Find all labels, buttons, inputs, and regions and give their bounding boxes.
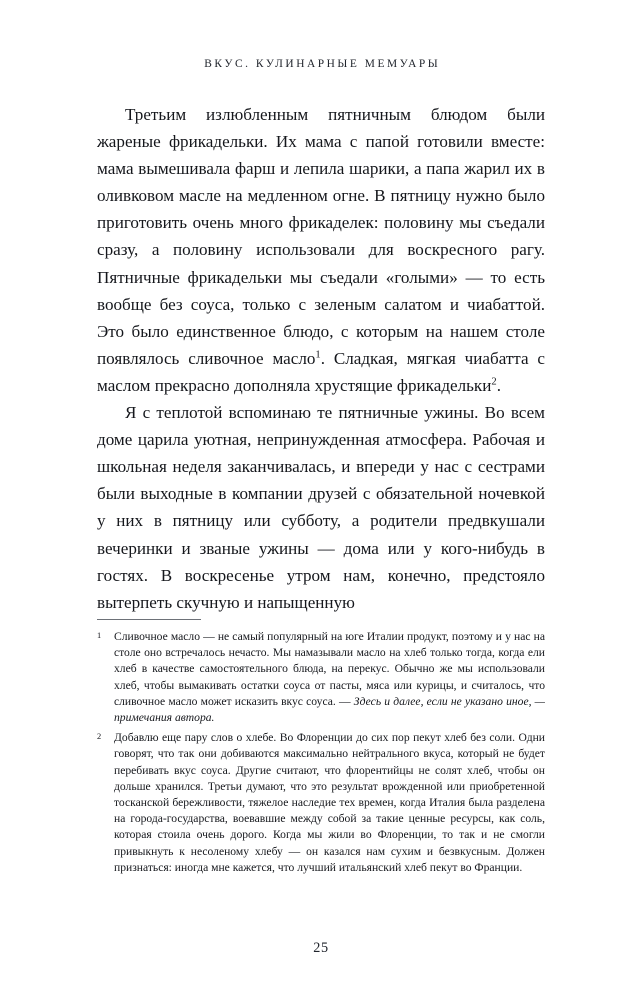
footnote-reference-2[interactable]: 2 <box>491 376 497 388</box>
footnote-1-text: Сливочное масло — не самый популярный на юге Италии продукт, поэтому и у нас на столе оно встречалось нечасто. Мы намазывали масло на хлеб только тогда, когда ели хлеб в качестве самостоятельного блюда, на перекус. Обычно же мы использовали хлеб, чтобы вымакивать остатки соуса от пасты, мяса или курицы, и считалось, что сливочное масло может исказить вкус соуса. — <box>114 630 545 708</box>
footnote-1-italic-note: Здесь и далее, если не указано иное, — примечания автора. <box>114 694 545 725</box>
footnotes-section <box>97 619 545 880</box>
footnote-separator-rule <box>97 619 201 620</box>
footnote-2-text: Добавлю еще пару слов о хлебе. Во Флоренции до сих пор пекут хлеб без соли. Одни говорят, что так они добиваются максимально нейтрального вкуса, который не будет перебивать вкус соуса. Другие считают, что флорентийцы не солят хлеб, чтобы он дольше хранился. Третьи думают, что это результат врожденной или приобретенной тосканской бережливости, тяжелое наследие тех времен, когда Италия была разделена на города-государства, воевавшие между собой за такие ценные ресурсы, как соль, которая стоила очень дорого. Когда мы жили во Флоренции, то так и не смогли привыкнуть к несоленому хлебу — он казался нам сухим и безвкусным. Должен признаться: иногда мне кажется, что лучший итальянский хлеб пекут во Франции. <box>114 731 545 874</box>
footnote-1 <box>97 629 545 726</box>
body-paragraph-1-text-part3: . <box>496 375 501 395</box>
body-paragraph-2 <box>97 399 545 616</box>
footnote-2 <box>97 730 545 876</box>
body-paragraph-1-text: Третьим излюбленным пятничным блюдом были жареные фрикадельки. Их мама с папой готовили вместе: мама вымешивала фарш и лепила шарики, а папа жарил их в оливковом масле на медленном огне. В пятницу нужно было приготовить очень много фрикаделек: половину мы съедали сразу, а половину использовали для воскресного рагу. Пятничные фрикадельки мы съедали «голыми» — то есть вообще без соуса, только с зеленым салатом и чиабаттой. Это было единственное блюдо, с которым на нашем столе появлялось сливочное масло <box>97 105 545 368</box>
running-head: ВКУС. КУЛИНАРНЫЕ МЕМУАРЫ <box>204 58 441 70</box>
footnote-reference-1[interactable]: 1 <box>315 349 321 361</box>
footnote-2-number: 2 <box>97 732 102 742</box>
body-paragraph-1-text-part2: . Сладкая, мягкая чиабатта с маслом прекрасно дополняла хрустящие фрикадельки <box>97 348 545 395</box>
body-paragraph-1 <box>97 101 545 399</box>
footnote-1-number: 1 <box>97 631 102 640</box>
body-text-block <box>97 101 545 616</box>
page-number: 25 <box>313 940 329 956</box>
body-paragraph-2-text: Я с теплотой вспоминаю те пятничные ужины. Во всем доме царила уютная, непринужденная атмосфера. Рабочая и школьная неделя заканчивалась, и впереди у нас с сестрами были выходные в компании друзей с обязательной ночевкой у них в пятницу или субботу, а родители предвкушали вечеринки и званые ужины — дома или у кого-нибудь в гостях. В воскресенье утром нам, конечно, предстояло вытерпеть скучную и напыщенную <box>97 403 545 612</box>
